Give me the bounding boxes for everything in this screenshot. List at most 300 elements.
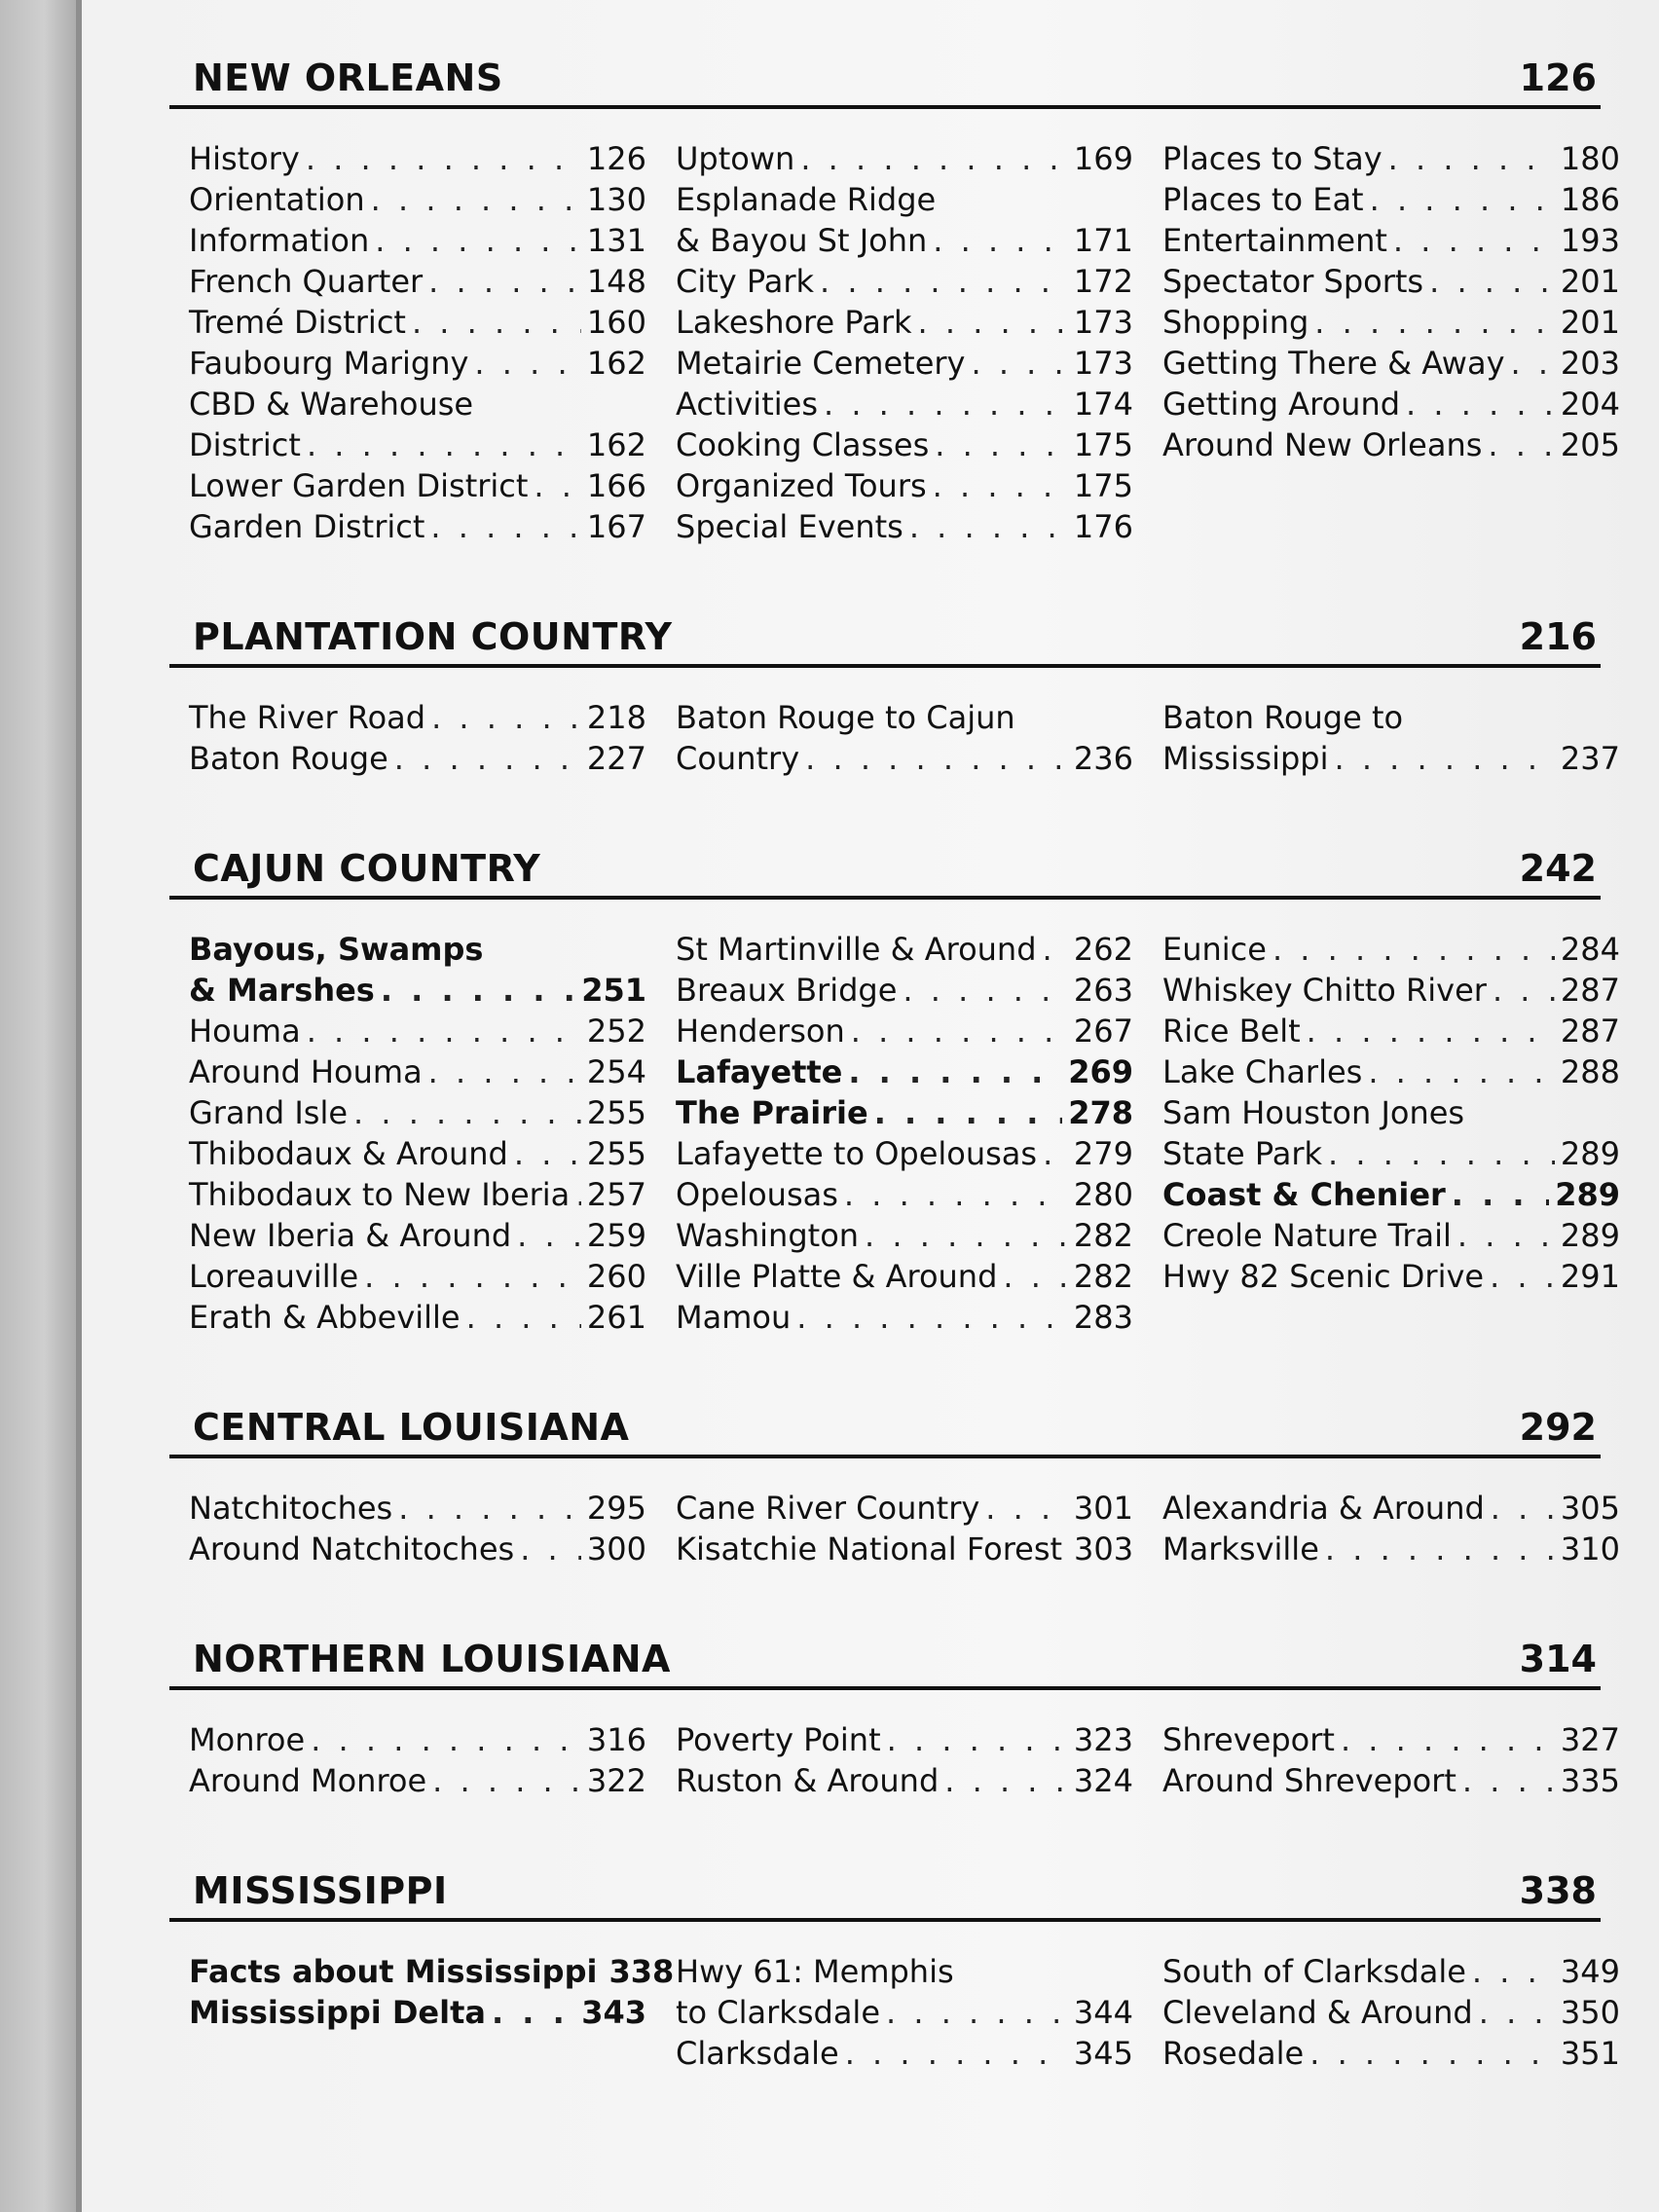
dot-leader: [1393, 220, 1555, 261]
toc-column: [1162, 138, 1620, 547]
section-header: [169, 56, 1601, 109]
entry-label: Mamou: [676, 1299, 792, 1336]
toc-entry[interactable]: [189, 1174, 646, 1215]
entry-label: Getting There & Away: [1162, 345, 1505, 382]
entry-label: Organized Tours: [676, 467, 927, 504]
entry-label: Entertainment: [1162, 222, 1387, 259]
toc-column: [676, 929, 1133, 1338]
entry-page-number: 257: [586, 1176, 646, 1213]
section-columns: [169, 668, 1620, 779]
entry-label: District: [189, 426, 301, 463]
toc-entry[interactable]: [676, 1215, 1133, 1256]
entry-page-number: 166: [586, 467, 646, 504]
toc-entry[interactable]: [189, 302, 646, 343]
toc-column: [676, 697, 1133, 779]
entry-label: Lower Garden District: [189, 467, 529, 504]
dot-leader: [845, 2033, 1068, 2074]
dot-leader: [306, 138, 581, 179]
dot-leader: [575, 1174, 581, 1215]
toc-entry[interactable]: [1162, 1011, 1620, 1051]
entry-label: Grand Isle: [189, 1094, 349, 1131]
entry-page-number: 345: [1073, 2035, 1133, 2072]
entry-label: & Bayou St John: [676, 222, 928, 259]
toc-entry[interactable]: [676, 384, 1133, 424]
toc-column: [189, 138, 646, 547]
entry-page-number: 180: [1560, 140, 1620, 177]
entry-page-number: 254: [586, 1053, 646, 1090]
dot-leader: [805, 738, 1068, 779]
toc-entry[interactable]: [189, 138, 646, 179]
toc-section: [169, 615, 1620, 779]
toc-section: [169, 1869, 1620, 2074]
entry-page-number: 162: [586, 345, 646, 382]
dot-leader: [1406, 384, 1555, 424]
dot-leader: [1491, 1488, 1555, 1529]
entry-label: Ruston & Around: [676, 1762, 940, 1799]
dot-leader: [1314, 302, 1555, 343]
entry-page-number: 351: [1560, 2035, 1620, 2072]
toc-column: [1162, 697, 1620, 779]
entry-label: The River Road: [189, 699, 426, 736]
entry-page-number: 289: [1560, 1217, 1620, 1254]
toc-entry[interactable]: [189, 1011, 646, 1051]
entry-label: Whiskey Chitto River: [1162, 972, 1487, 1009]
section-page-number: 314: [1519, 1638, 1597, 1680]
entry-label: to Clarksdale: [676, 1994, 880, 2031]
dot-leader: [375, 220, 581, 261]
entry-label: Information: [189, 222, 370, 259]
entry-page-number: 167: [586, 508, 646, 545]
dot-leader: [381, 970, 575, 1011]
dot-leader: [534, 465, 581, 506]
dot-leader: [1388, 138, 1555, 179]
toc-entry[interactable]: [676, 220, 1133, 261]
section-columns: [169, 1922, 1620, 2074]
entry-page-number: 162: [586, 426, 646, 463]
entry-page-number: 174: [1073, 386, 1133, 423]
entry-page-number: 237: [1560, 740, 1620, 777]
toc-column: [676, 138, 1133, 547]
toc-column: [676, 1488, 1133, 1569]
toc-entry[interactable]: [189, 1529, 646, 1569]
toc-entry[interactable]: [189, 1297, 646, 1338]
toc-entry[interactable]: [189, 424, 646, 465]
toc-entry[interactable]: [676, 1256, 1133, 1297]
entry-label: City Park: [676, 263, 815, 300]
toc-entry[interactable]: [676, 1992, 1133, 2033]
toc-entry[interactable]: [189, 738, 646, 779]
entry-page-number: 131: [586, 222, 646, 259]
toc-entry[interactable]: [189, 1760, 646, 1801]
toc-entry[interactable]: [1162, 1051, 1620, 1092]
toc-entry[interactable]: [189, 261, 646, 302]
toc-section: [169, 1638, 1620, 1801]
entry-label: Special Events: [676, 508, 903, 545]
toc-entry[interactable]: [676, 302, 1133, 343]
entry-page-number: 310: [1560, 1530, 1620, 1567]
toc-entry[interactable]: [1162, 1760, 1620, 1801]
dot-leader: [1462, 1760, 1555, 1801]
section-title: MISSISSIPPI: [193, 1869, 448, 1912]
entry-page-number: 282: [1073, 1217, 1133, 1254]
entry-label: Breaux Bridge: [676, 972, 898, 1009]
toc-entry[interactable]: [1162, 261, 1620, 302]
dot-leader: [520, 1529, 581, 1569]
toc-entry[interactable]: [676, 1133, 1133, 1174]
toc-column: [189, 1719, 646, 1801]
entry-page-number: 201: [1560, 263, 1620, 300]
toc-entry[interactable]: [676, 465, 1133, 506]
toc-entry[interactable]: [189, 1092, 646, 1133]
toc-column: [676, 1719, 1133, 1801]
toc-entry[interactable]: [1162, 1488, 1620, 1529]
toc-entry[interactable]: [676, 1297, 1133, 1338]
toc-entry[interactable]: [1162, 1951, 1620, 1992]
toc-entry[interactable]: [189, 1215, 646, 1256]
dot-leader: [492, 1992, 575, 2033]
toc-entry[interactable]: [676, 1529, 1133, 1569]
entry-page-number: 186: [1560, 181, 1620, 218]
toc-entry[interactable]: [676, 424, 1133, 465]
toc-column: [1162, 929, 1620, 1338]
toc-entry[interactable]: [1162, 1529, 1620, 1569]
entry-page-number: 236: [1073, 740, 1133, 777]
entry-page-number: 130: [586, 181, 646, 218]
toc-entry[interactable]: [676, 2033, 1133, 2074]
entry-label: French Quarter: [189, 263, 424, 300]
entry-page-number: 260: [586, 1258, 646, 1295]
toc-entry[interactable]: [676, 1051, 1133, 1092]
toc-entry[interactable]: [1162, 302, 1620, 343]
toc-column: [1162, 1951, 1620, 2074]
entry-page-number: 280: [1073, 1176, 1133, 1213]
dot-leader: [1472, 1951, 1555, 1992]
toc-entry[interactable]: [676, 506, 1133, 547]
toc-entry[interactable]: [1162, 1215, 1620, 1256]
toc-entry[interactable]: [676, 261, 1133, 302]
entry-page-number: 282: [1073, 1258, 1133, 1295]
entry-label: Natchitoches: [189, 1490, 393, 1527]
entry-page-number: 204: [1560, 386, 1620, 423]
dot-leader: [412, 302, 581, 343]
dot-leader: [933, 465, 1068, 506]
dot-leader: [1429, 261, 1555, 302]
entry-page-number: 148: [586, 263, 646, 300]
toc-entry[interactable]: [1162, 1719, 1620, 1760]
entry-label: Tremé District: [189, 304, 406, 341]
dot-leader: [844, 1174, 1068, 1215]
entry-page-number: 338: [608, 1953, 675, 1990]
toc-column: [1162, 1719, 1620, 1801]
toc-entry[interactable]: [189, 179, 646, 220]
entry-page-number: 295: [586, 1490, 646, 1527]
toc-entry[interactable]: [1162, 1133, 1620, 1174]
toc-entry[interactable]: [1162, 424, 1620, 465]
entry-label: Lakeshore Park: [676, 304, 912, 341]
dot-leader: [1341, 1719, 1555, 1760]
entry-label: Around Natchitoches: [189, 1530, 515, 1567]
entry-page-number: 344: [1073, 1994, 1133, 2031]
toc-entry[interactable]: [1162, 1092, 1620, 1133]
dot-leader: [865, 1215, 1068, 1256]
dot-leader: [1328, 1133, 1555, 1174]
toc-entry[interactable]: [189, 1133, 646, 1174]
entry-page-number: 291: [1560, 1258, 1620, 1295]
toc-entry[interactable]: [676, 1760, 1133, 1801]
entry-page-number: 171: [1073, 222, 1133, 259]
dot-leader: [796, 1297, 1068, 1338]
toc-entry[interactable]: [189, 1719, 646, 1760]
entry-page-number: 349: [1560, 1953, 1620, 1990]
dot-leader: [874, 1092, 1063, 1133]
dot-leader: [1488, 424, 1555, 465]
entry-label: Rice Belt: [1162, 1013, 1301, 1050]
toc-entry[interactable]: [676, 1011, 1133, 1051]
toc-entry[interactable]: [189, 343, 646, 384]
section-columns: [169, 109, 1620, 547]
entry-label: Poverty Point: [676, 1721, 881, 1758]
toc-entry[interactable]: [1162, 970, 1620, 1011]
toc-entry[interactable]: [676, 970, 1133, 1011]
entry-label: Erath & Abbeville: [189, 1299, 461, 1336]
toc-entry[interactable]: [676, 138, 1133, 179]
toc-entry[interactable]: [189, 1256, 646, 1297]
toc-entry[interactable]: [676, 1951, 1133, 1992]
toc-entry[interactable]: [1162, 343, 1620, 384]
toc-entry[interactable]: [189, 1992, 646, 2033]
entry-page-number: 284: [1560, 931, 1620, 968]
dot-leader: [1325, 1529, 1555, 1569]
entry-label: Around Houma: [189, 1053, 423, 1090]
entry-label: Mississippi: [1162, 740, 1329, 777]
entry-page-number: 173: [1073, 304, 1133, 341]
toc-entry[interactable]: [1162, 697, 1620, 738]
entry-label: Opelousas: [676, 1176, 838, 1213]
entry-label: Esplanade Ridge: [676, 181, 937, 218]
entry-page-number: 255: [586, 1094, 646, 1131]
entry-page-number: 126: [586, 140, 646, 177]
toc-column: [189, 1951, 675, 2074]
entry-label: Places to Eat: [1162, 181, 1364, 218]
entry-label: Spectator Sports: [1162, 263, 1424, 300]
entry-label: The Prairie: [676, 1094, 868, 1131]
dot-leader: [933, 220, 1068, 261]
entry-label: South of Clarksdale: [1162, 1953, 1466, 1990]
dot-leader: [1490, 1256, 1555, 1297]
dot-leader: [1452, 1174, 1549, 1215]
dot-leader: [432, 1760, 581, 1801]
entry-label: New Iberia & Around: [189, 1217, 512, 1254]
entry-page-number: 316: [586, 1721, 646, 1758]
entry-page-number: 343: [581, 1994, 646, 2031]
entry-page-number: 261: [586, 1299, 646, 1336]
dot-leader: [430, 506, 581, 547]
toc-entry[interactable]: [676, 1174, 1133, 1215]
dot-leader: [1479, 1992, 1555, 2033]
entry-page-number: 323: [1073, 1721, 1133, 1758]
toc-entry[interactable]: [189, 1951, 675, 1992]
entry-label: Creole Nature Trail: [1162, 1217, 1452, 1254]
dot-leader: [848, 1051, 1062, 1092]
toc-entry[interactable]: [676, 1092, 1133, 1133]
dot-leader: [466, 1297, 581, 1338]
toc-entry[interactable]: [676, 738, 1133, 779]
dot-leader: [1368, 1051, 1555, 1092]
section-page-number: 242: [1519, 847, 1597, 890]
entry-label: Hwy 82 Scenic Drive: [1162, 1258, 1485, 1295]
section-columns: [169, 900, 1620, 1338]
dot-leader: [935, 424, 1068, 465]
dot-leader: [903, 970, 1068, 1011]
toc-entry[interactable]: [1162, 1174, 1620, 1215]
toc-entry[interactable]: [1162, 2033, 1620, 2074]
toc-entry[interactable]: [189, 1488, 646, 1529]
entry-label: Lafayette: [676, 1053, 843, 1090]
dot-leader: [364, 1256, 581, 1297]
dot-leader: [1272, 929, 1555, 970]
toc-entry[interactable]: [189, 929, 646, 970]
section-header: [169, 1406, 1601, 1458]
entry-page-number: 322: [586, 1762, 646, 1799]
toc-entry[interactable]: [676, 1488, 1133, 1529]
entry-page-number: 300: [586, 1530, 646, 1567]
toc-entry[interactable]: [189, 697, 646, 738]
book-spine: [0, 0, 80, 2212]
entry-page-number: 227: [586, 740, 646, 777]
toc-entry[interactable]: [676, 929, 1133, 970]
entry-page-number: 175: [1073, 467, 1133, 504]
toc-entry[interactable]: [676, 697, 1133, 738]
entry-page-number: 169: [1073, 140, 1133, 177]
section-columns: [169, 1458, 1620, 1569]
entry-page-number: 278: [1068, 1094, 1133, 1131]
entry-label: Thibodaux & Around: [189, 1135, 508, 1172]
dot-leader: [398, 1488, 581, 1529]
toc-entry[interactable]: [1162, 179, 1620, 220]
section-page-number: 338: [1519, 1869, 1597, 1912]
entry-label: Baton Rouge: [189, 740, 388, 777]
section-title: NEW ORLEANS: [193, 56, 503, 99]
entry-label: Getting Around: [1162, 386, 1401, 423]
entry-label: Facts about Mississippi: [189, 1953, 598, 1990]
section-page-number: 216: [1519, 615, 1597, 658]
dot-leader: [971, 343, 1067, 384]
entry-label: Loreauville: [189, 1258, 359, 1295]
dot-leader: [985, 1488, 1068, 1529]
dot-leader: [918, 302, 1068, 343]
entry-page-number: 203: [1560, 345, 1620, 382]
entry-page-number: 259: [586, 1217, 646, 1254]
section-page-number: 292: [1519, 1406, 1597, 1449]
entry-label: Places to Stay: [1162, 140, 1382, 177]
toc-entry[interactable]: [676, 1719, 1133, 1760]
entry-page-number: 303: [1074, 1530, 1134, 1567]
dot-leader: [909, 506, 1068, 547]
entry-page-number: 193: [1560, 222, 1620, 259]
dot-leader: [1511, 343, 1555, 384]
toc-entry[interactable]: [1162, 220, 1620, 261]
dot-leader: [1493, 970, 1555, 1011]
section-title: CAJUN COUNTRY: [193, 847, 541, 890]
entry-label: Rosedale: [1162, 2035, 1305, 2072]
toc-column: [189, 697, 646, 779]
dot-leader: [1370, 179, 1555, 220]
entry-label: Activities: [676, 386, 818, 423]
entry-label: Cane River Country: [676, 1490, 980, 1527]
entry-page-number: 269: [1068, 1053, 1133, 1090]
toc-entry[interactable]: [189, 506, 646, 547]
toc-entry[interactable]: [189, 465, 646, 506]
toc-entry[interactable]: [1162, 1256, 1620, 1297]
entry-page-number: 175: [1073, 426, 1133, 463]
entry-page-number: 301: [1073, 1490, 1133, 1527]
entry-label: State Park: [1162, 1135, 1323, 1172]
entry-page-number: 201: [1560, 304, 1620, 341]
entry-label: Sam Houston Jones: [1162, 1094, 1465, 1131]
section-header: [169, 1869, 1601, 1922]
entry-label: & Marshes: [189, 972, 375, 1009]
toc-entry[interactable]: [1162, 384, 1620, 424]
toc-column: [1162, 1488, 1620, 1569]
entry-page-number: 279: [1073, 1135, 1133, 1172]
entry-label: Uptown: [676, 140, 795, 177]
entry-label: Cleveland & Around: [1162, 1994, 1473, 2031]
entry-label: Coast & Chenier: [1162, 1176, 1446, 1213]
entry-page-number: 173: [1073, 345, 1133, 382]
dot-leader: [800, 138, 1068, 179]
entry-page-number: 205: [1560, 426, 1620, 463]
entry-label: Thibodaux to New Iberia: [189, 1176, 571, 1213]
section-title: CENTRAL LOUISIANA: [193, 1406, 630, 1449]
entry-page-number: 172: [1073, 263, 1133, 300]
toc-entry[interactable]: [189, 220, 646, 261]
dot-leader: [311, 1719, 581, 1760]
toc-column: [189, 929, 646, 1338]
toc-entry[interactable]: [1162, 1992, 1620, 2033]
toc-entry[interactable]: [189, 970, 646, 1011]
entry-page-number: 252: [586, 1013, 646, 1050]
entry-label: Shreveport: [1162, 1721, 1335, 1758]
toc-entry[interactable]: [676, 179, 1133, 220]
entry-label: Garden District: [189, 508, 425, 545]
dot-leader: [1307, 1011, 1555, 1051]
toc-entry[interactable]: [1162, 929, 1620, 970]
entry-page-number: 287: [1560, 972, 1620, 1009]
contents-page: [82, 0, 1659, 2212]
entry-page-number: 327: [1560, 1721, 1620, 1758]
toc-entry[interactable]: [189, 1051, 646, 1092]
toc-entry[interactable]: [189, 384, 646, 424]
dot-leader: [1043, 929, 1068, 970]
toc-entry[interactable]: [1162, 738, 1620, 779]
toc-entry[interactable]: [1162, 138, 1620, 179]
entry-page-number: 263: [1073, 972, 1133, 1009]
entry-page-number: 255: [586, 1135, 646, 1172]
entry-label: Henderson: [676, 1013, 845, 1050]
entry-label: Ville Platte & Around: [676, 1258, 998, 1295]
dot-leader: [1309, 2033, 1555, 2074]
toc-column: [189, 1488, 646, 1569]
toc-entry[interactable]: [676, 343, 1133, 384]
dot-leader: [886, 1992, 1068, 2033]
entry-label: Lake Charles: [1162, 1053, 1363, 1090]
entry-label: Houma: [189, 1013, 301, 1050]
dot-leader: [851, 1011, 1068, 1051]
entry-page-number: 267: [1073, 1013, 1133, 1050]
dot-leader: [824, 384, 1068, 424]
dot-leader: [307, 424, 581, 465]
section-columns: [169, 1690, 1620, 1801]
